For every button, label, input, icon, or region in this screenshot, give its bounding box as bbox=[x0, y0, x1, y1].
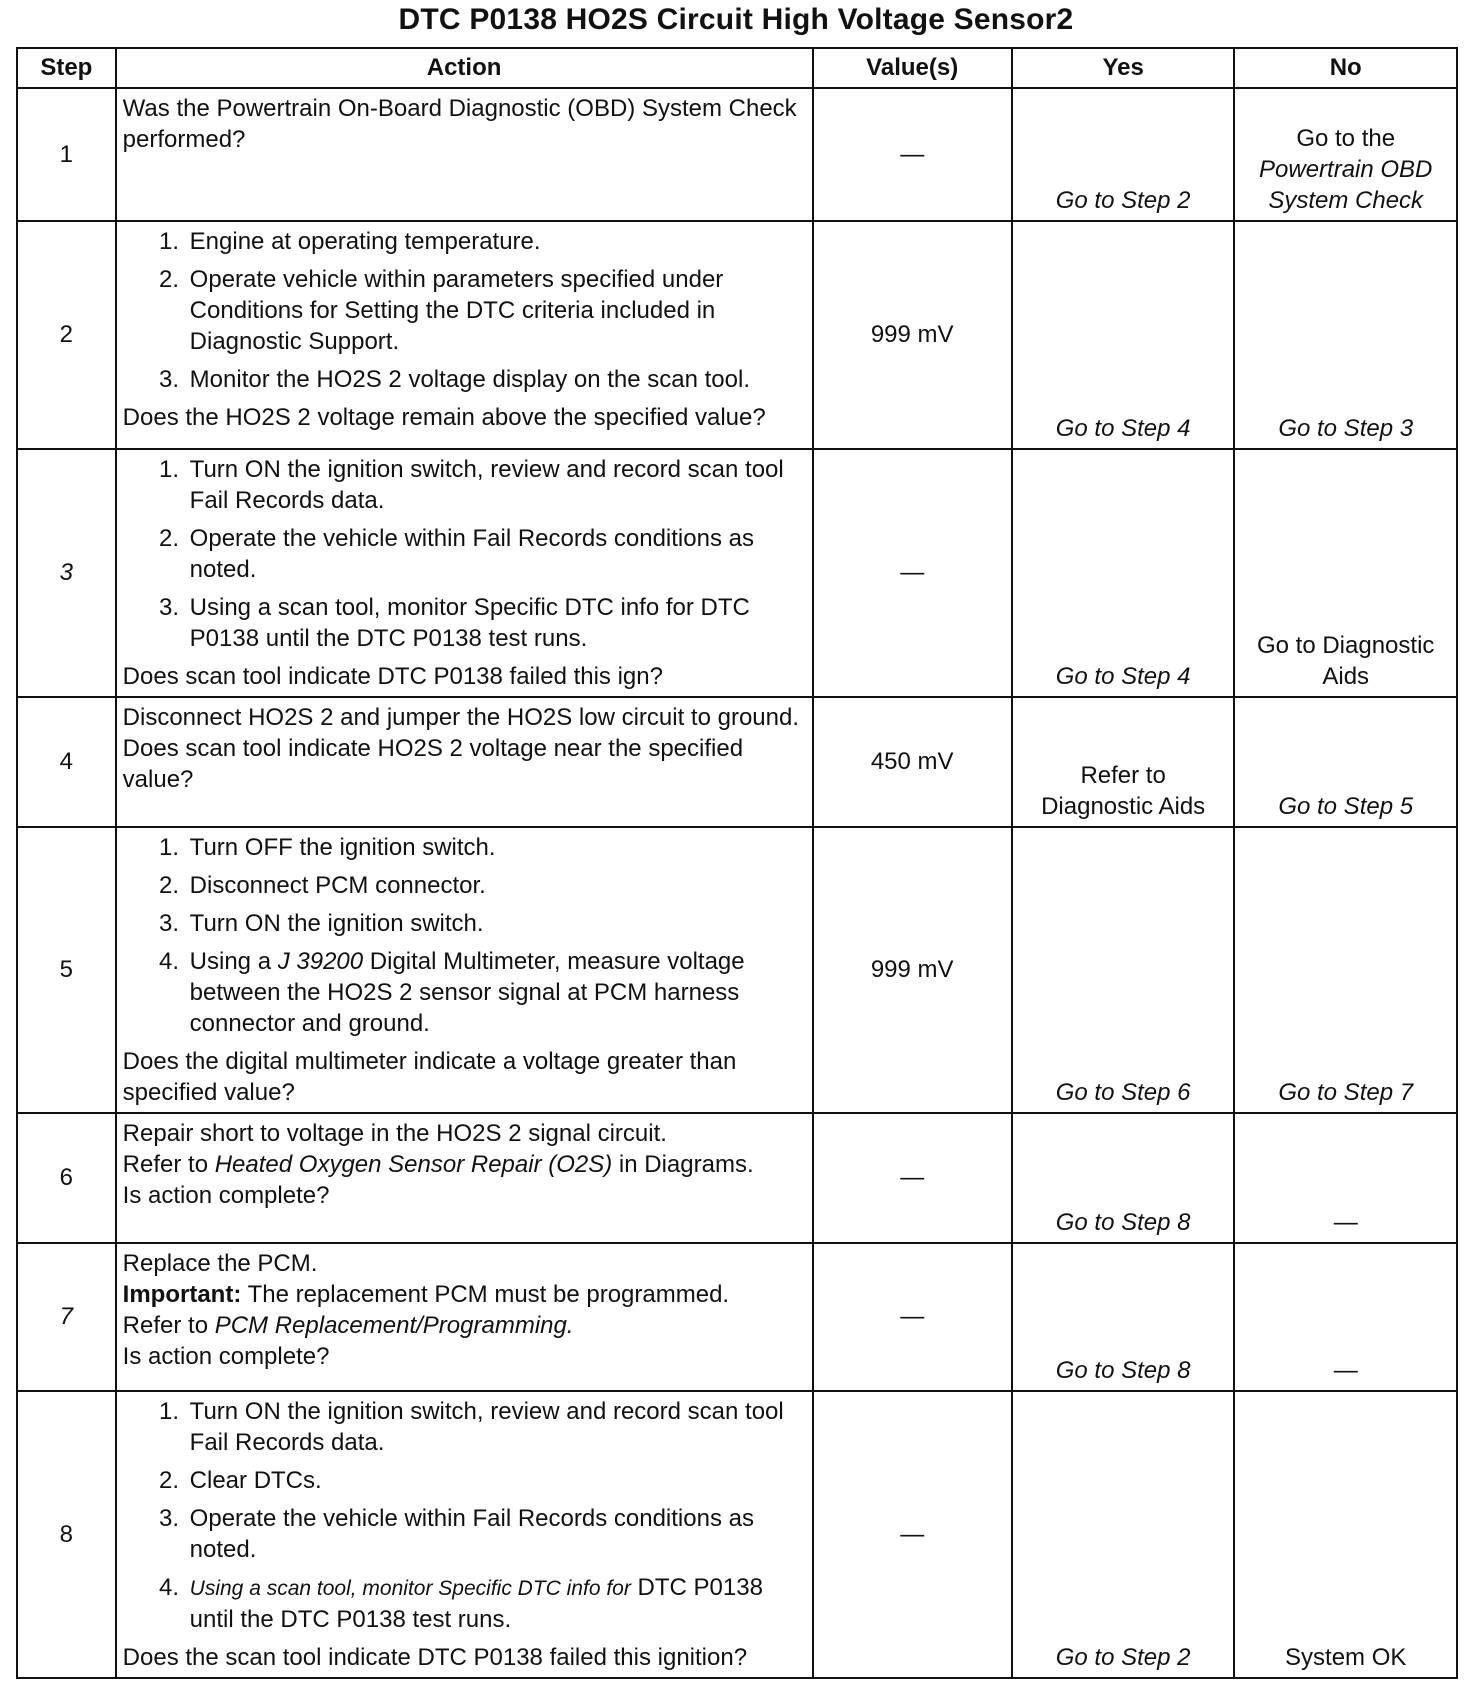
action-text: DTC P0138 until the DTC P0138 test runs. bbox=[189, 1574, 763, 1633]
action-cell bbox=[116, 697, 813, 827]
action-text: Using a scan tool, monitor Specific DTC info for bbox=[189, 1577, 631, 1600]
action-question: Does the HO2S 2 voltage remain above the specified value? bbox=[122, 404, 766, 431]
action-item: 2. Operate the vehicle within Fail Records conditions as noted. bbox=[186, 523, 806, 585]
action-text: The replacement PCM must be programmed. bbox=[247, 1281, 730, 1308]
no-cell: — bbox=[1234, 1113, 1457, 1243]
yes-cell: Go to Step 2 bbox=[1012, 88, 1235, 221]
action-cell bbox=[116, 827, 813, 1113]
step-number: 5 bbox=[17, 827, 116, 1113]
action-question: Does scan tool indicate HO2S 2 voltage near the specified value? bbox=[122, 735, 744, 793]
value-cell: — bbox=[813, 1391, 1012, 1678]
table-row bbox=[17, 1113, 1457, 1243]
action-item: 3. Monitor the HO2S 2 voltage display on the scan tool. bbox=[186, 364, 806, 395]
step-number: 2 bbox=[17, 221, 116, 449]
tool-name: J 39200 bbox=[277, 948, 364, 975]
action-item: 1. Engine at operating temperature. bbox=[186, 226, 806, 257]
yes-cell: Go to Step 4 bbox=[1012, 221, 1235, 449]
yes-cell: Go to Step 8 bbox=[1012, 1243, 1235, 1391]
diagnostic-table bbox=[16, 47, 1458, 1679]
header-action: Action bbox=[116, 48, 813, 88]
reference-title: PCM Replacement/Programming. bbox=[214, 1312, 574, 1339]
step-number: 3 bbox=[17, 449, 116, 697]
action-question: Does the scan tool indicate DTC P0138 failed this ignition? bbox=[122, 1644, 748, 1671]
no-cell: Go to Step 5 bbox=[1234, 697, 1457, 827]
header-values: Value(s) bbox=[813, 48, 1012, 88]
action-text: Using a bbox=[189, 948, 272, 975]
table-row bbox=[17, 1391, 1457, 1678]
action-item: 2. Operate vehicle within parameters specified under Conditions for Setting the DTC criteria included in Diagnostic Support. bbox=[186, 264, 806, 357]
action-text: Repair short to voltage in the HO2S 2 signal circuit. bbox=[122, 1120, 667, 1147]
action-item: 2. Disconnect PCM connector. bbox=[186, 870, 806, 901]
yes-cell: Refer to Diagnostic Aids bbox=[1012, 697, 1235, 827]
no-line: Go to the bbox=[1296, 125, 1396, 152]
header-yes: Yes bbox=[1012, 48, 1235, 88]
action-item: 1. Turn ON the ignition switch, review and record scan tool Fail Records data. bbox=[186, 1396, 806, 1458]
no-cell: — bbox=[1234, 1243, 1457, 1391]
action-text: Digital Multimeter, measure voltage between the HO2S 2 sensor signal at PCM harness connector and ground. bbox=[189, 948, 745, 1037]
table-row bbox=[17, 1243, 1457, 1391]
action-item: 3. Turn ON the ignition switch. bbox=[186, 908, 806, 939]
action-item: 2. Clear DTCs. bbox=[186, 1465, 806, 1496]
action-cell bbox=[116, 1243, 813, 1391]
action-text: Replace the PCM. bbox=[122, 1250, 318, 1277]
yes-cell: Go to Step 8 bbox=[1012, 1113, 1235, 1243]
table-row bbox=[17, 221, 1457, 449]
no-reference: Powertrain OBD System Check bbox=[1259, 156, 1433, 214]
table-row bbox=[17, 88, 1457, 221]
value-cell: — bbox=[813, 1243, 1012, 1391]
header-no: No bbox=[1234, 48, 1457, 88]
header-step: Step bbox=[17, 48, 116, 88]
action-item bbox=[186, 1572, 806, 1635]
page-title: DTC P0138 HO2S Circuit High Voltage Sensor2 bbox=[398, 3, 1074, 36]
important-label: Important: bbox=[122, 1281, 242, 1308]
action-question: Is action complete? bbox=[122, 1343, 330, 1370]
action-item: 3. Using a scan tool, monitor Specific DTC info for DTC P0138 until the DTC P0138 test runs. bbox=[186, 592, 806, 654]
header-row bbox=[17, 48, 1457, 88]
yes-cell: Go to Step 2 bbox=[1012, 1391, 1235, 1678]
value-cell: 450 mV bbox=[813, 697, 1012, 827]
no-cell: Go to Step 3 bbox=[1234, 221, 1457, 449]
action-text: Refer to bbox=[122, 1312, 209, 1339]
action-text: Was the Powertrain On-Board Diagnostic (OBD) System Check performed? bbox=[122, 95, 797, 153]
step-number: 1 bbox=[17, 88, 116, 221]
action-question: Does scan tool indicate DTC P0138 failed this ign? bbox=[122, 663, 663, 690]
no-cell bbox=[1234, 88, 1457, 221]
action-text: Refer to bbox=[122, 1151, 209, 1178]
action-text: Disconnect HO2S 2 and jumper the HO2S low circuit to ground. bbox=[122, 704, 799, 731]
value-cell: — bbox=[813, 449, 1012, 697]
step-number: 7 bbox=[17, 1243, 116, 1391]
action-item: 1. Turn ON the ignition switch, review and record scan tool Fail Records data. bbox=[186, 454, 806, 516]
value-cell: — bbox=[813, 1113, 1012, 1243]
table-row bbox=[17, 827, 1457, 1113]
no-cell: Go to Step 7 bbox=[1234, 827, 1457, 1113]
action-item bbox=[186, 946, 806, 1039]
table-row bbox=[17, 697, 1457, 827]
action-item: 3. Operate the vehicle within Fail Records conditions as noted. bbox=[186, 1503, 806, 1565]
value-cell: 999 mV bbox=[813, 221, 1012, 449]
step-number: 8 bbox=[17, 1391, 116, 1678]
action-text: in Diagrams. bbox=[618, 1151, 754, 1178]
no-cell: Go to Diagnostic Aids bbox=[1234, 449, 1457, 697]
value-cell: 999 mV bbox=[813, 827, 1012, 1113]
action-question: Is action complete? bbox=[122, 1182, 330, 1209]
no-cell: System OK bbox=[1234, 1391, 1457, 1678]
table-row bbox=[17, 449, 1457, 697]
yes-cell: Go to Step 6 bbox=[1012, 827, 1235, 1113]
action-item: 1. Turn OFF the ignition switch. bbox=[186, 832, 806, 863]
step-number: 6 bbox=[17, 1113, 116, 1243]
action-cell bbox=[116, 1391, 813, 1678]
value-cell: — bbox=[813, 88, 1012, 221]
action-cell bbox=[116, 221, 813, 449]
action-question: Does the digital multimeter indicate a voltage greater than specified value? bbox=[122, 1048, 737, 1106]
step-number: 4 bbox=[17, 697, 116, 827]
action-cell bbox=[116, 449, 813, 697]
yes-cell: Go to Step 4 bbox=[1012, 449, 1235, 697]
action-cell bbox=[116, 88, 813, 221]
action-cell bbox=[116, 1113, 813, 1243]
reference-title: Heated Oxygen Sensor Repair (O2S) bbox=[214, 1151, 613, 1178]
